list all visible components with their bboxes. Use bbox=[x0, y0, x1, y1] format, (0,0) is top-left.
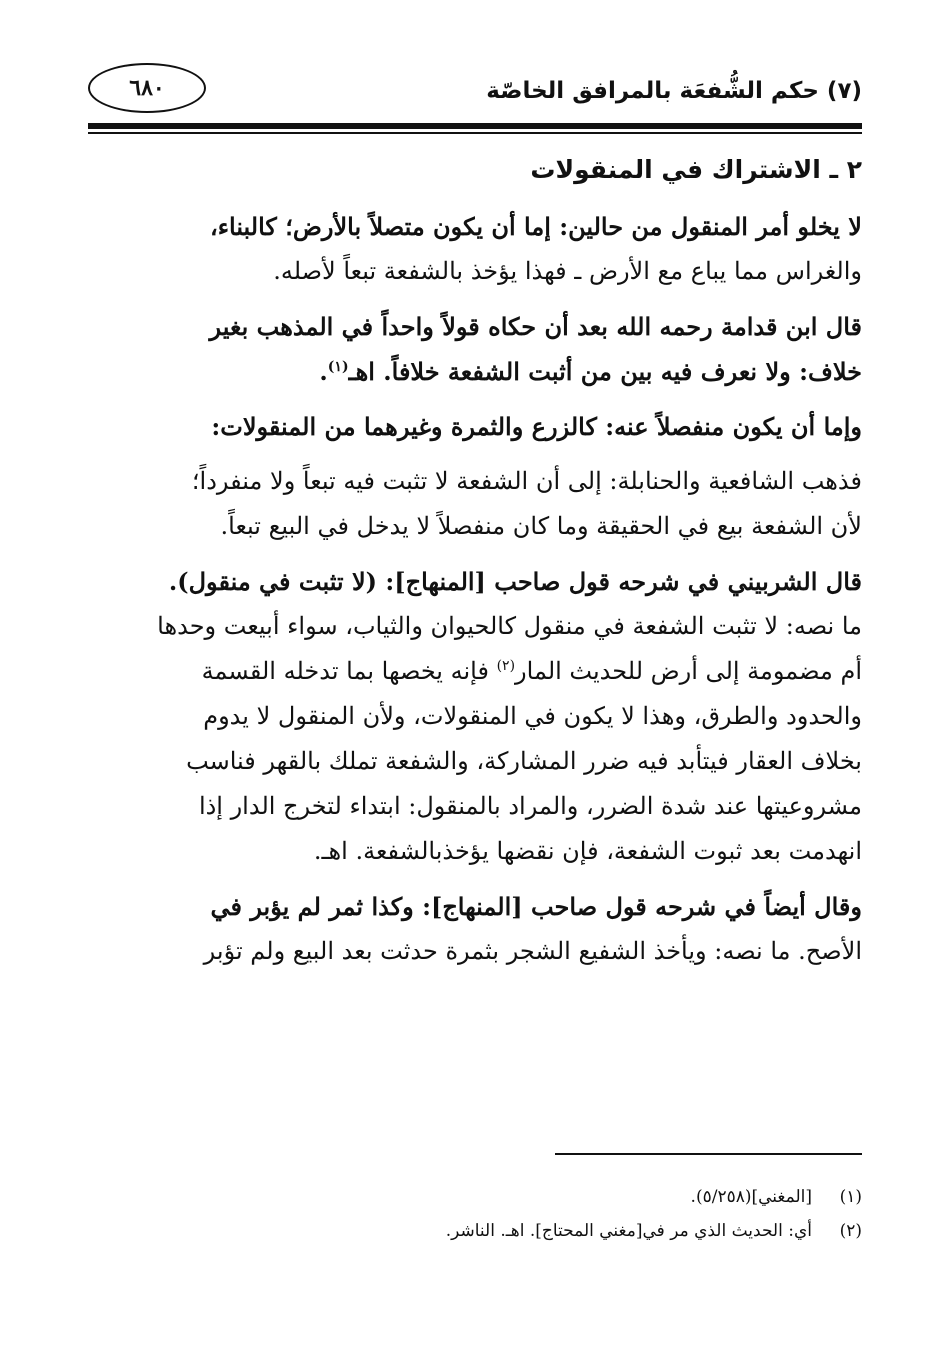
footnote-1 bbox=[88, 1180, 862, 1214]
paragraph-5 bbox=[88, 559, 862, 874]
text-line: بخلاف العقار فيتأبد فيه ضرر المشاركة، والشفعة تملك بالقهر فناسب bbox=[186, 747, 862, 775]
text-line: وإما أن يكون منفصلاً عنه: كالزرع والثمرة وغيرهما من المنقولات: bbox=[211, 412, 862, 441]
text-line: فذهب الشافعية والحنابلة: إلى أن الشفعة لا تثبت فيه تبعاً ولا منفرداً؛ bbox=[191, 467, 862, 495]
page-header bbox=[88, 60, 862, 122]
paragraph-3 bbox=[88, 404, 862, 449]
paragraph-6 bbox=[88, 884, 862, 974]
text-line: انهدمت بعد ثبوت الشفعة، فإن نقضها يؤخذبالشفعة. اهـ. bbox=[313, 837, 862, 865]
header-rule-thick bbox=[88, 123, 862, 129]
footnote-ref-1: (١) bbox=[327, 359, 349, 375]
footnote-number: (١) bbox=[839, 1187, 862, 1207]
footnote-2 bbox=[88, 1214, 862, 1248]
section-heading: ٢ ـ الاشتراك في المنقولات bbox=[530, 155, 862, 184]
footnote-text: أي: الحديث الذي مر في[مغني المحتاج]. اهـ. الناشر. bbox=[445, 1221, 812, 1241]
footnote-ref-2: (٢) bbox=[496, 658, 516, 674]
footnote-rule bbox=[555, 1153, 862, 1155]
text-line: خلاف: ولا نعرف فيه بين من أثبت الشفعة خلافاً. اهـ bbox=[348, 357, 862, 386]
text-line: والحدود والطرق، وهذا لا يكون في المنقولات، ولأن المنقول لا يدوم bbox=[203, 702, 862, 730]
text-line: ما نصه: لا تثبت الشفعة في منقول كالحيوان والثياب، سواء أبيعت وحدها bbox=[157, 612, 862, 640]
text-line: والغراس مما يباع مع الأرض ـ فهذا يؤخذ بالشفعة تبعاً لأصله. bbox=[273, 257, 862, 285]
text-line: لا يخلو أمر المنقول من حالين: إما أن يكون متصلاً بالأرض؛ كالبناء، bbox=[209, 212, 862, 241]
running-title: (٧) حكم الشُّفعَة بالمرافق الخاصّة bbox=[486, 78, 862, 104]
text-line: قال ابن قدامة رحمه الله بعد أن حكاه قولاً واحداً في المذهب بغير bbox=[209, 312, 862, 341]
text-line-with-footnote bbox=[88, 349, 862, 394]
text-line: مشروعيتها عند شدة الضرر، والمراد بالمنقول: ابتداء لتخرج الدار إذا bbox=[198, 792, 862, 820]
text-line: قال الشربيني في شرحه قول صاحب [المنهاج]: (لا تثبت في منقول). bbox=[168, 567, 862, 596]
text-line-rest: فإنه يخصها بما تدخله القسمة bbox=[201, 657, 497, 685]
page-number: ٦٨٠ bbox=[88, 63, 206, 113]
text-line: الأصح. ما نصه: ويأخذ الشفيع الشجر بثمرة حدثت بعد البيع ولم تؤبر bbox=[203, 937, 862, 965]
footnote-text: [المغني](٥/٢٥٨). bbox=[690, 1187, 812, 1207]
footnotes bbox=[88, 1180, 862, 1248]
header-rule-thin bbox=[88, 132, 862, 134]
text-line: وقال أيضاً في شرحه قول صاحب [المنهاج]: وكذا ثمر لم يؤبر في bbox=[210, 892, 862, 921]
text-line-with-footnote bbox=[88, 649, 862, 694]
footnote-number: (٢) bbox=[839, 1221, 862, 1241]
text-line: أم مضمومة إلى أرض للحديث المار bbox=[515, 657, 862, 685]
main-text bbox=[88, 150, 862, 984]
text-punct: . bbox=[319, 357, 328, 386]
paragraph-2 bbox=[88, 304, 862, 394]
paragraph-1 bbox=[88, 204, 862, 294]
paragraph-4 bbox=[88, 459, 862, 549]
text-line: لأن الشفعة بيع في الحقيقة وما كان منفصلاً لا يدخل في البيع تبعاً. bbox=[220, 512, 862, 540]
